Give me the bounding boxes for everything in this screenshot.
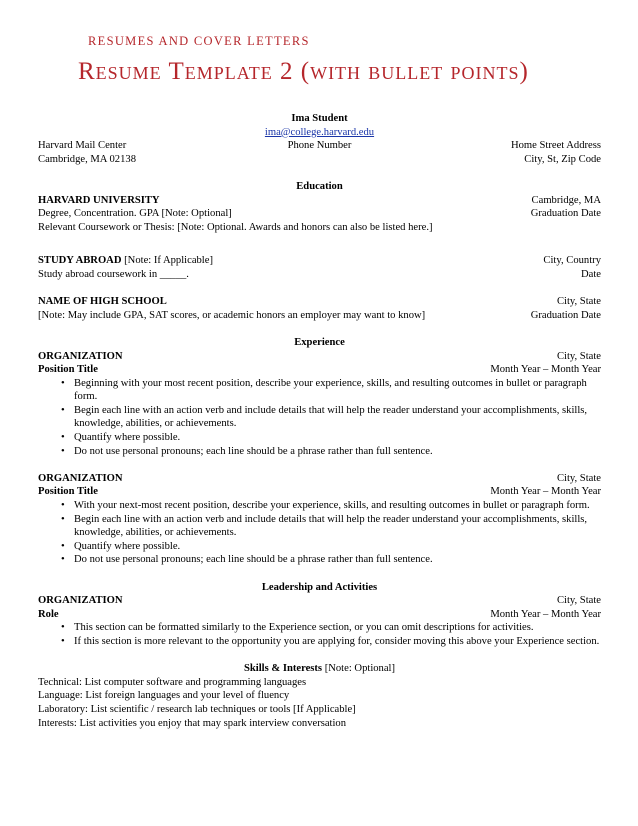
position-title: Position Title <box>38 364 98 376</box>
study-abroad-detail-row <box>38 268 601 282</box>
phone-number: Phone Number <box>287 140 352 152</box>
study-abroad-name: STUDY ABROAD <box>38 255 122 267</box>
skill-line-language: Language: List foreign languages and your level of fluency <box>38 690 290 702</box>
student-name: Ima Student <box>291 113 348 124</box>
experience-heading: Experience <box>294 336 345 348</box>
contact-row-2 <box>38 153 601 167</box>
position-dates: Month Year – Month Year <box>490 486 601 498</box>
bullet-item: • With your next-most recent position, describe your experience, skills, and resulting outcomes in bullet or paragraph form. <box>74 499 601 513</box>
skill-line-laboratory: Laboratory: List scientific / research lab techniques or tools [If Applicable] <box>38 703 356 715</box>
role-dates: Month Year – Month Year <box>490 608 601 620</box>
role-title: Role <box>38 608 59 620</box>
organization-name: ORGANIZATION <box>38 595 123 607</box>
skill-line-interests: Interests: List activities you enjoy that may spark interview conversation <box>38 717 347 729</box>
experience-entry <box>38 350 601 459</box>
school-name: HARVARD UNIVERSITY <box>38 194 160 206</box>
bullet-item: • If this section is more relevant to the opportunity you are applying for, consider moving this above your Experience section. <box>74 635 601 649</box>
bullet-item: • Begin each line with an action verb and include details that will help the reader understand your accomplishments, skills, knowledge, abilities, or achievements. <box>74 404 601 431</box>
experience-entry <box>38 472 601 567</box>
organization-name: ORGANIZATION <box>38 472 123 484</box>
bullet-item: • Quantify where possible. <box>74 431 601 445</box>
resume-document <box>38 112 601 730</box>
campus-city: Cambridge, MA 02138 <box>38 153 136 165</box>
bullet-item: • Begin each line with an action verb and include details that will help the reader understand your accomplishments, skills, knowledge, abilities, or achievements. <box>74 513 601 540</box>
skill-line-technical: Technical: List computer software and programming languages <box>38 676 307 688</box>
education-school-row <box>38 194 601 208</box>
page-title <box>78 58 529 86</box>
leadership-heading: Leadership and Activities <box>261 581 378 593</box>
bullet-list <box>38 621 601 648</box>
section-kicker: RESUMES AND COVER LETTERS <box>88 34 310 48</box>
study-abroad-coursework: Study abroad coursework in _____. <box>38 268 189 280</box>
email-link[interactable]: ima@college.harvard.edu <box>264 126 375 138</box>
high-school-detail-row <box>38 309 601 323</box>
bullet-item: • Do not use personal pronouns; each line should be a phrase rather than full sentence. <box>74 445 601 459</box>
degree-row <box>38 207 601 221</box>
bullet-item: • Do not use personal pronouns; each line should be a phrase rather than full sentence. <box>74 553 601 567</box>
title-subtitle: (with bullet points) <box>300 58 529 85</box>
organization-name: ORGANIZATION <box>38 350 123 362</box>
bullet-item: • This section can be formatted similarly to the Experience section, or you can omit descriptions for activities. <box>74 621 601 635</box>
bullet-item: • Beginning with your most recent position, describe your experience, skills, and resulting outcomes in bullet or paragraph form. <box>74 377 601 404</box>
home-street-address: Home Street Address <box>510 140 601 152</box>
contact-row-1 <box>38 139 601 153</box>
organization-location: City, State <box>556 350 601 362</box>
bullet-list <box>38 499 601 567</box>
school-location: Cambridge, MA <box>531 194 601 206</box>
study-abroad-row <box>38 254 601 268</box>
home-city-state-zip: City, St, Zip Code <box>524 153 601 165</box>
study-abroad-date: Date <box>581 268 601 280</box>
high-school-location: City, State <box>556 296 601 308</box>
study-abroad-note: [Note: If Applicable] <box>121 255 213 267</box>
mail-center: Harvard Mail Center <box>38 140 127 152</box>
study-abroad-location: City, Country <box>543 255 601 267</box>
bullet-item: • Quantify where possible. <box>74 540 601 554</box>
graduation-date: Graduation Date <box>530 208 601 220</box>
high-school-row <box>38 295 601 309</box>
organization-location: City, State <box>556 472 601 484</box>
skills-heading: Skills & Interests [Note: Optional] <box>243 663 396 675</box>
high-school-name: NAME OF HIGH SCHOOL <box>38 296 167 308</box>
position-dates: Month Year – Month Year <box>490 364 601 376</box>
title-main: Resume Template 2 <box>78 58 301 85</box>
position-title: Position Title <box>38 486 98 498</box>
bullet-list <box>38 377 601 459</box>
organization-location: City, State <box>556 595 601 607</box>
high-school-date: Graduation Date <box>530 309 601 321</box>
high-school-note: [Note: May include GPA, SAT scores, or academic honors an employer may want to know] <box>38 309 426 321</box>
coursework: Relevant Coursework or Thesis: [Note: Optional. Awards and honors can also be listed here.] <box>38 221 433 233</box>
education-heading: Education <box>296 180 343 192</box>
degree: Degree, Concentration. GPA [Note: Optional] <box>38 208 232 220</box>
